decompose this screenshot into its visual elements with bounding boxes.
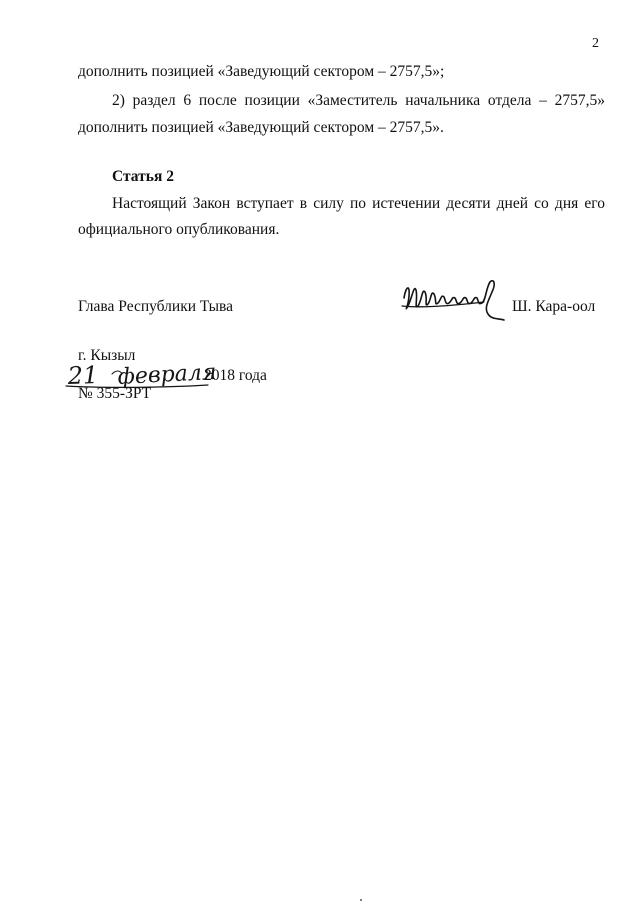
handwritten-signature — [400, 276, 510, 326]
law-number: № 355-ЗРТ — [78, 385, 152, 402]
signatory-position: Глава Республики Тыва — [78, 298, 234, 315]
page-number: 2 — [592, 36, 599, 51]
paragraph-line: дополнить позицией «Заведующий сектором – 2757,5»; — [78, 63, 445, 80]
signatory-name: Ш. Кара-оол — [512, 298, 596, 315]
paragraph-line: Настоящий Закон вступает в силу по истечении десяти дней со дня его — [112, 195, 605, 212]
paragraph-line: дополнить позицией «Заведующий сектором – 2757,5». — [78, 119, 444, 136]
article-heading: Статья 2 — [112, 168, 174, 185]
date-month: февраля — [117, 359, 218, 390]
scan-speck — [360, 899, 362, 901]
paragraph-line: 2) раздел 6 после позиции «Заместитель начальника отдела – 2757,5» — [112, 92, 605, 109]
date-day: 21 — [67, 360, 99, 390]
date-year: 2018 года — [204, 367, 267, 384]
city-label: г. Кызыл — [78, 347, 136, 364]
paragraph-line: официального опубликования. — [78, 221, 280, 238]
